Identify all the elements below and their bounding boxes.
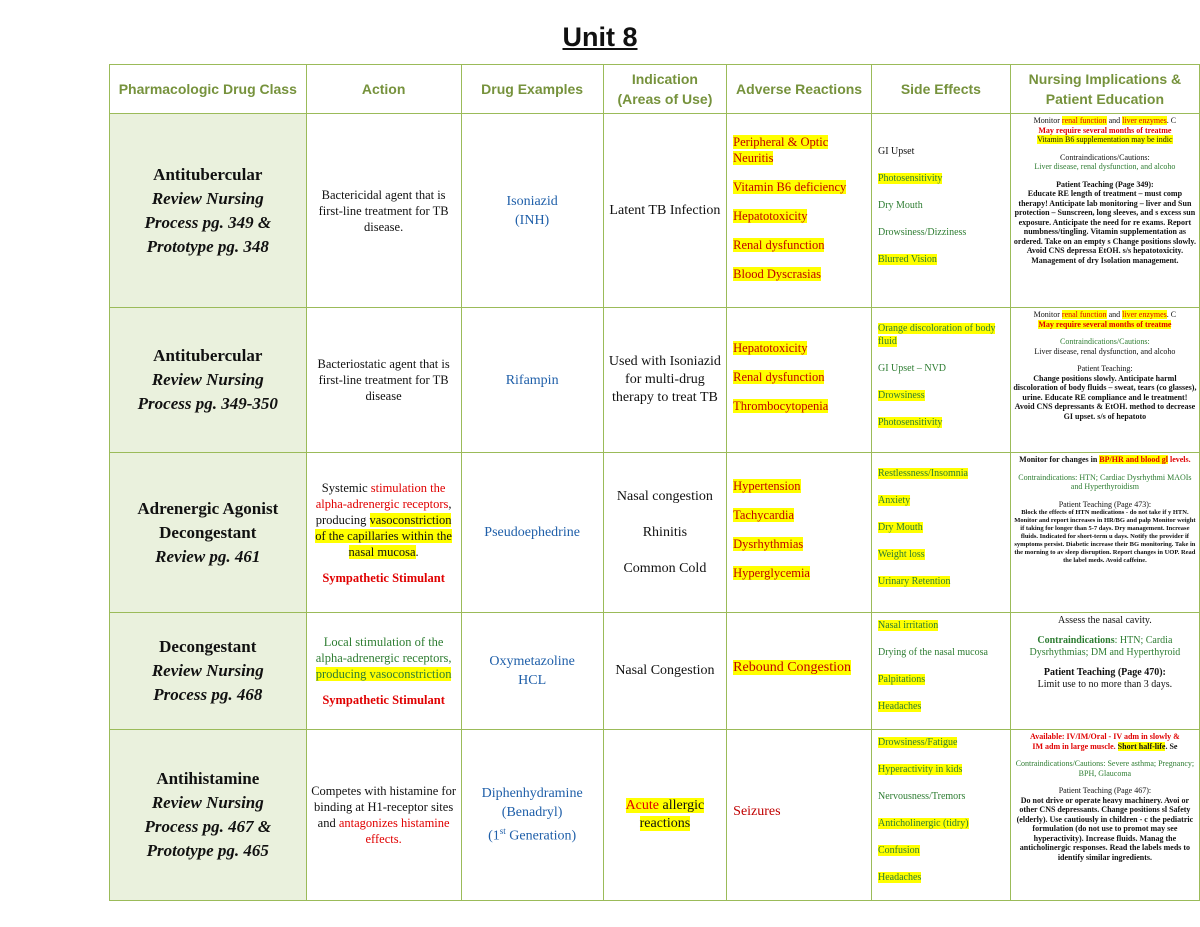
- header-row: [110, 65, 1200, 114]
- table-row: [110, 453, 1200, 613]
- indication-cell: Used with Isoniazid for multi-drug therapy to treat TB: [603, 308, 727, 453]
- drug-class-cell: Antitubercular Review Nursing Process pg. 349-350: [110, 308, 307, 453]
- drug-example-cell: Oxymetazoline HCL: [461, 613, 603, 730]
- drug-example-cell: Rifampin: [461, 308, 603, 453]
- indication-cell: Nasal Congestion: [603, 613, 727, 730]
- action-cell: Local stimulation of the alpha-adrenergic receptors, producing vasoconstriction Sympathetic Stimulant: [306, 613, 461, 730]
- drug-class-cell: Decongestant Review Nursing Process pg. 468: [110, 613, 307, 730]
- header-examples: Drug Examples: [461, 65, 603, 114]
- header-action: Action: [306, 65, 461, 114]
- action-cell: Bactericidal agent that is first-line treatment for TB disease.: [306, 114, 461, 308]
- drug-class-cell: Antitubercular Review Nursing Process pg. 349 & Prototype pg. 348: [110, 114, 307, 308]
- header-drug-class: Pharmacologic Drug Class: [110, 65, 307, 114]
- table-row: [110, 613, 1200, 730]
- header-adverse: Adverse Reactions: [727, 65, 872, 114]
- action-cell: Systemic stimulation the alpha-adrenergic receptors, producing vasoconstriction of the capillaries within the nasal mucosa. Sympathetic Stimulant: [306, 453, 461, 613]
- header-nursing: Nursing Implications & Patient Education: [1010, 65, 1199, 114]
- nursing-cell: Monitor renal function and liver enzymes. C May require several months of treatme Contraindications/Cautions: Liver disease, renal dysfunction, and alcoho Patient Teaching: Change positions slowly. Anticipate harml discoloration of body fluids – sweat, tears (co glasses), urine. Educate RE compliance and le treatment! Avoid CNS depressants & EtOH. method to decrease GI upset. s/s of hepatoto: [1010, 308, 1199, 453]
- adverse-cell: Seizures: [727, 730, 872, 901]
- side-effects-cell: Nasal irritation Drying of the nasal mucosa Palpitations Headaches: [871, 613, 1010, 730]
- side-effects-cell: Drowsiness/Fatigue Hyperactivity in kids Nervousness/Tremors Anticholinergic (tidry) Confusion Headaches: [871, 730, 1010, 901]
- drug-class-cell: Antihistamine Review Nursing Process pg. 467 & Prototype pg. 465: [110, 730, 307, 901]
- nursing-cell: Assess the nasal cavity. Contraindications: HTN; Cardia Dysrhythmias; DM and Hyperthyroid Patient Teaching (Page 470): Limit use to no more than 3 days.: [1010, 613, 1199, 730]
- drug-example-cell: Pseudoephedrine: [461, 453, 603, 613]
- header-side: Side Effects: [871, 65, 1010, 114]
- drug-example-cell: Isoniazid (INH): [461, 114, 603, 308]
- side-effects-cell: GI Upset Photosensitivity Dry Mouth Drowsiness/Dizziness Blurred Vision: [871, 114, 1010, 308]
- drug-example-cell: Diphenhydramine (Benadryl) (1st Generation): [461, 730, 603, 901]
- page-title: Unit 8: [562, 22, 638, 52]
- header-indication: Indication (Areas of Use): [603, 65, 727, 114]
- table-row: [110, 114, 1200, 308]
- action-cell: Competes with histamine for binding at H1-receptor sites and antagonizes histamine effects.: [306, 730, 461, 901]
- drug-class-cell: Adrenergic Agonist Decongestant Review pg. 461: [110, 453, 307, 613]
- indication-cell: Nasal congestion Rhinitis Common Cold: [603, 453, 727, 613]
- side-effects-cell: Orange discoloration of body fluid GI Upset – NVD Drowsiness Photosensitivity: [871, 308, 1010, 453]
- action-cell: Bacteriostatic agent that is first-line treatment for TB disease: [306, 308, 461, 453]
- indication-cell: Latent TB Infection: [603, 114, 727, 308]
- indication-cell: Acute allergic reactions: [603, 730, 727, 901]
- drug-table: [109, 64, 1200, 901]
- adverse-cell: Rebound Congestion: [727, 613, 872, 730]
- nursing-cell: Monitor for changes in BP/HR and blood gl levels. Contraindications: HTN; Cardiac Dysrhythmi MAOIs and Hyperthyroidism Patient Teaching (Page 473): Block the effects of HTN medications - do not take if y HTN. Monitor and report increases in HR/BG and palp Monitor weight if taking for longer than 5-7 days. Dry management. Increase fluids. Indicated for short-term u days. Notify the provider if symptoms persist. Diabetic increase their BG monitoring. Take in the morning to av sleep disruption. Report changes in UOP. Read the label meds. Avoid caffeine.: [1010, 453, 1199, 613]
- table-row: [110, 730, 1200, 901]
- nursing-cell: Available: IV/IM/Oral - IV adm in slowly & IM adm in large muscle. Short half-life. Se Contraindications/Cautions: Severe asthma; Pregnancy; BPH, Glaucoma Patient Teaching (Page 467): Do not drive or operate heavy machinery. Avoi or other CNS depressants. Change positions sl Safety (elderly). Use cautiously in children - c the pediatric formulation (do not use to promot may see hyperactivity). Increase fluids. Manag the anticholinergic responses. Read the labels meds to identify similar ingredients.: [1010, 730, 1199, 901]
- adverse-cell: Hepatotoxicity Renal dysfunction Thrombocytopenia: [727, 308, 872, 453]
- nursing-cell: Monitor renal function and liver enzymes. C May require several months of treatme Vitamin B6 supplementation may be indic Contraindications/Cautions: Liver disease, renal dysfunction, and alcoho Patient Teaching (Page 349): Educate RE length of treatment – must comp therapy! Anticipate lab monitoring – liver and Sun protection – Sunscreen, long sleeves, and s excess sun exposure. Anticipate the need for re exams. Report numbness/tingling. Vitamin supplementation as ordered. Take on an empty s Change positions slowly. Avoid CNS depressa EtOH. s/s hepatotoxicity. Management of dry Isolation management.: [1010, 114, 1199, 308]
- side-effects-cell: Restlessness/Insomnia Anxiety Dry Mouth Weight loss Urinary Retention: [871, 453, 1010, 613]
- table-row: [110, 308, 1200, 453]
- adverse-cell: Hypertension Tachycardia Dysrhythmias Hyperglycemia: [727, 453, 872, 613]
- adverse-cell: Peripheral & Optic Neuritis Vitamin B6 deficiency Hepatotoxicity Renal dysfunction Blood Dyscrasias: [727, 114, 872, 308]
